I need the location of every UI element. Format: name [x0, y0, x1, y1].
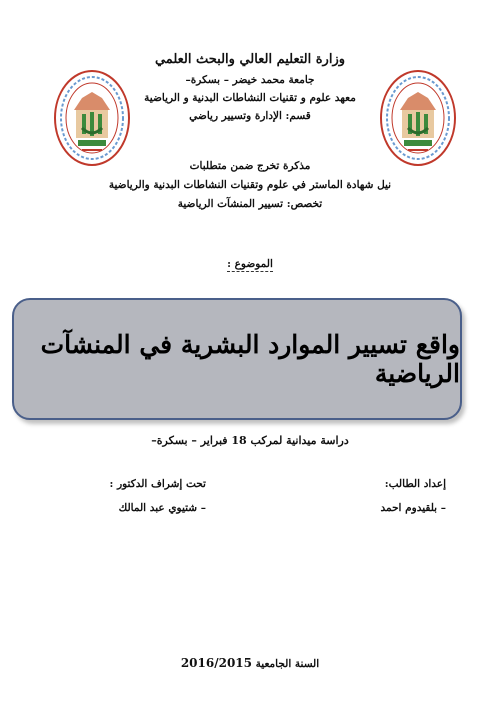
student-label: إعداد الطالب:	[384, 478, 446, 490]
subject-label	[200, 258, 300, 270]
thesis-title: واقع تسيير الموارد البشرية في المنشآت الرياضية	[40, 330, 460, 388]
supervisor-block	[56, 478, 206, 526]
institution-header	[130, 52, 370, 122]
memo-description	[100, 160, 400, 217]
institute-name: معهد علوم و تقنيات النشاطات البدنية و الرياضية	[144, 92, 356, 104]
student-name: – بلقيدوم احمد	[380, 502, 446, 514]
study-subtitle: دراسة ميدانية لمركب 18 فبراير – بسكرة–	[151, 434, 349, 447]
department-name: قسم: الإدارة وتسيير رياضي	[189, 110, 311, 122]
university-seal-icon	[52, 68, 132, 168]
academic-year-label: السنة الجامعية	[255, 658, 320, 670]
student-block	[296, 478, 446, 526]
memo-line-2: نيل شهادة الماستر في علوم وتقنيات النشاطات البدنية والرياضية	[108, 179, 392, 191]
subject-label-text: الموضوع :	[227, 258, 273, 270]
university-seal-icon	[378, 68, 458, 168]
memo-line-3: تخصص: تسيير المنشآت الرياضية	[177, 198, 323, 210]
supervisor-label: تحت إشراف الدكتور :	[109, 478, 206, 490]
academic-year-value: 2016/2015	[180, 656, 252, 670]
university-name: جامعة محمد خيضر – بسكرة–	[185, 74, 315, 86]
title-box	[12, 298, 462, 420]
memo-line-1: مذكرة تخرج ضمن متطلبات	[189, 160, 311, 172]
ministry-name: وزارة التعليم العالي والبحث العلمي	[154, 52, 346, 67]
academic-year	[150, 656, 350, 670]
supervisor-name: – شتيوي عبد المالك	[118, 502, 206, 514]
